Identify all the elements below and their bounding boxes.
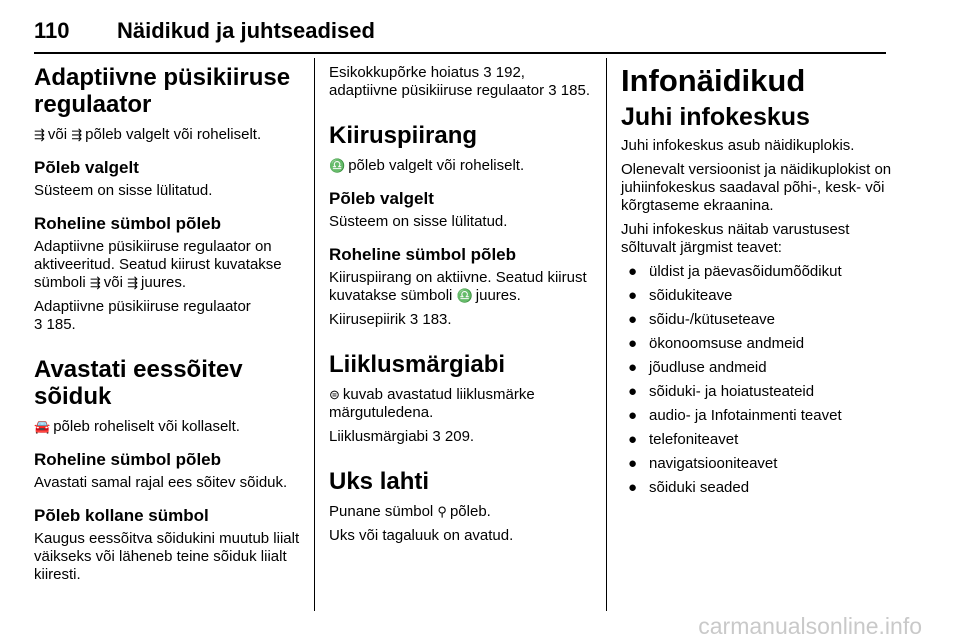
subheading: Roheline sümbol põleb — [34, 214, 222, 233]
list-item: ● audio- ja Infotainmenti teavet — [628, 407, 842, 424]
car-icon: 🚘 — [34, 419, 51, 434]
list-item: ● sõidu-/kütuseteave — [628, 311, 775, 328]
bullet-icon: ● — [628, 287, 638, 304]
paragraph: Kiiruspiirang on aktiivne. Seatud kiirust kuvatakse sümboli ♎ juures. — [329, 269, 587, 304]
bullet-icon: ● — [628, 455, 638, 472]
paragraph: Punane sümbol ⚲ põleb. — [329, 503, 491, 520]
cruise-icon: ⇶ — [89, 275, 101, 290]
column-1 — [34, 64, 304, 590]
subheading: Põleb kollane sümbol — [34, 506, 209, 525]
cruise-green-icon: ⇶ — [127, 275, 139, 290]
paragraph: ⊜ kuvab avastatud liiklusmärke märgutuledena. — [329, 386, 535, 421]
paragraph: 🚘 põleb roheliselt või kollaselt. — [34, 418, 240, 435]
paragraph: Süsteem on sisse lülitatud. — [329, 213, 508, 230]
subheading: Põleb valgelt — [34, 158, 139, 177]
heading-traffic-sign-assist: Liiklusmärgiabi — [329, 351, 506, 378]
subheading: Roheline sümbol põleb — [329, 245, 517, 264]
cruise-green-icon: ⇶ — [71, 127, 83, 142]
list-item: ● üldist ja päevasõidumõõdikut — [628, 263, 842, 280]
heading-vehicle-ahead: Avastati eessõitev sõiduk — [34, 356, 243, 410]
list-item: ● jõudluse andmeid — [628, 359, 767, 376]
heading-info-displays: Infonäidikud — [621, 63, 806, 98]
column-2 — [329, 64, 594, 551]
paragraph: Esikokkupõrke hoiatus 3 192, adaptiivne püsikiiruse regulaator 3 185. — [329, 64, 590, 99]
speed-limiter-icon: ♎ — [329, 158, 346, 173]
paragraph: Olenevalt versioonist ja näidikuplokist on juhiinfokeskus saadaval põhi-, kesk- või kõrgtaseme ekraanina. — [621, 161, 892, 214]
bullet-icon: ● — [628, 263, 638, 280]
traffic-sign-icon: ⊜ — [329, 387, 340, 402]
list-item: ● sõiduki- ja hoiatusteateid — [628, 383, 815, 400]
list-item: ● ökonoomsuse andmeid — [628, 335, 805, 352]
paragraph: Uks või tagaluuk on avatud. — [329, 527, 514, 544]
subheading: Roheline sümbol põleb — [34, 450, 222, 469]
bullet-icon: ● — [628, 431, 638, 448]
heading-adaptive-cruise: Adaptiivne püsikiiruse regulaator — [34, 64, 291, 118]
page-header — [34, 18, 886, 54]
bullet-icon: ● — [628, 359, 638, 376]
column-3 — [621, 64, 896, 503]
watermark: carmanualsonline.info — [698, 613, 922, 639]
heading-driver-info-centre: Juhi infokeskus — [621, 103, 810, 131]
paragraph: Adaptiivne püsikiiruse regulaator on aktiveeritud. Seatud kiirust kuvatakse sümboli ⇶ või ⇶ juures. — [34, 238, 282, 291]
bullet-icon: ● — [628, 311, 638, 328]
chapter-title: Näidikud ja juhtseadised — [117, 18, 375, 43]
speed-limiter-icon: ♎ — [456, 288, 473, 303]
paragraph: Liiklusmärgiabi 3 209. — [329, 428, 475, 445]
paragraph: Juhi infokeskus näitab varustusest sõltuvalt järgmist teavet: — [621, 221, 850, 256]
door-open-icon: ⚲ — [437, 504, 447, 519]
info-list — [621, 263, 896, 497]
bullet-icon: ● — [628, 383, 638, 400]
bullet-icon: ● — [628, 335, 638, 352]
subheading: Põleb valgelt — [329, 189, 434, 208]
paragraph: Süsteem on sisse lülitatud. — [34, 182, 213, 199]
bullet-icon: ● — [628, 407, 638, 424]
column-divider — [314, 58, 315, 611]
paragraph: Adaptiivne püsikiiruse regulaator 3 185. — [34, 298, 251, 333]
bullet-icon: ● — [628, 479, 638, 496]
paragraph: Avastati samal rajal ees sõitev sõiduk. — [34, 474, 288, 491]
list-item: ● sõiduki seaded — [628, 479, 750, 496]
paragraph: Kaugus eessõitva sõidukini muutub liialt väikseks või läheneb teine sõiduk liialt kiiresti. — [34, 530, 300, 583]
list-item: ● sõidukiteave — [628, 287, 733, 304]
paragraph: ⇶ või ⇶ põleb valgelt või roheliselt. — [34, 126, 262, 143]
heading-speed-limiter: Kiiruspiirang — [329, 122, 478, 149]
page-reference[interactable]: 3 185. — [34, 316, 76, 333]
column-divider — [606, 58, 607, 611]
page-number: 110 — [34, 18, 70, 43]
paragraph: Juhi infokeskus asub näidikuplokis. — [621, 137, 855, 154]
heading-door-open: Uks lahti — [329, 468, 430, 495]
paragraph: Kiirusepiirik 3 183. — [329, 311, 452, 328]
paragraph: ♎ põleb valgelt või roheliselt. — [329, 157, 525, 174]
cruise-icon: ⇶ — [34, 127, 45, 142]
list-item: ● telefoniteavet — [628, 431, 739, 448]
list-item: ● navigatsiooniteavet — [628, 455, 778, 472]
